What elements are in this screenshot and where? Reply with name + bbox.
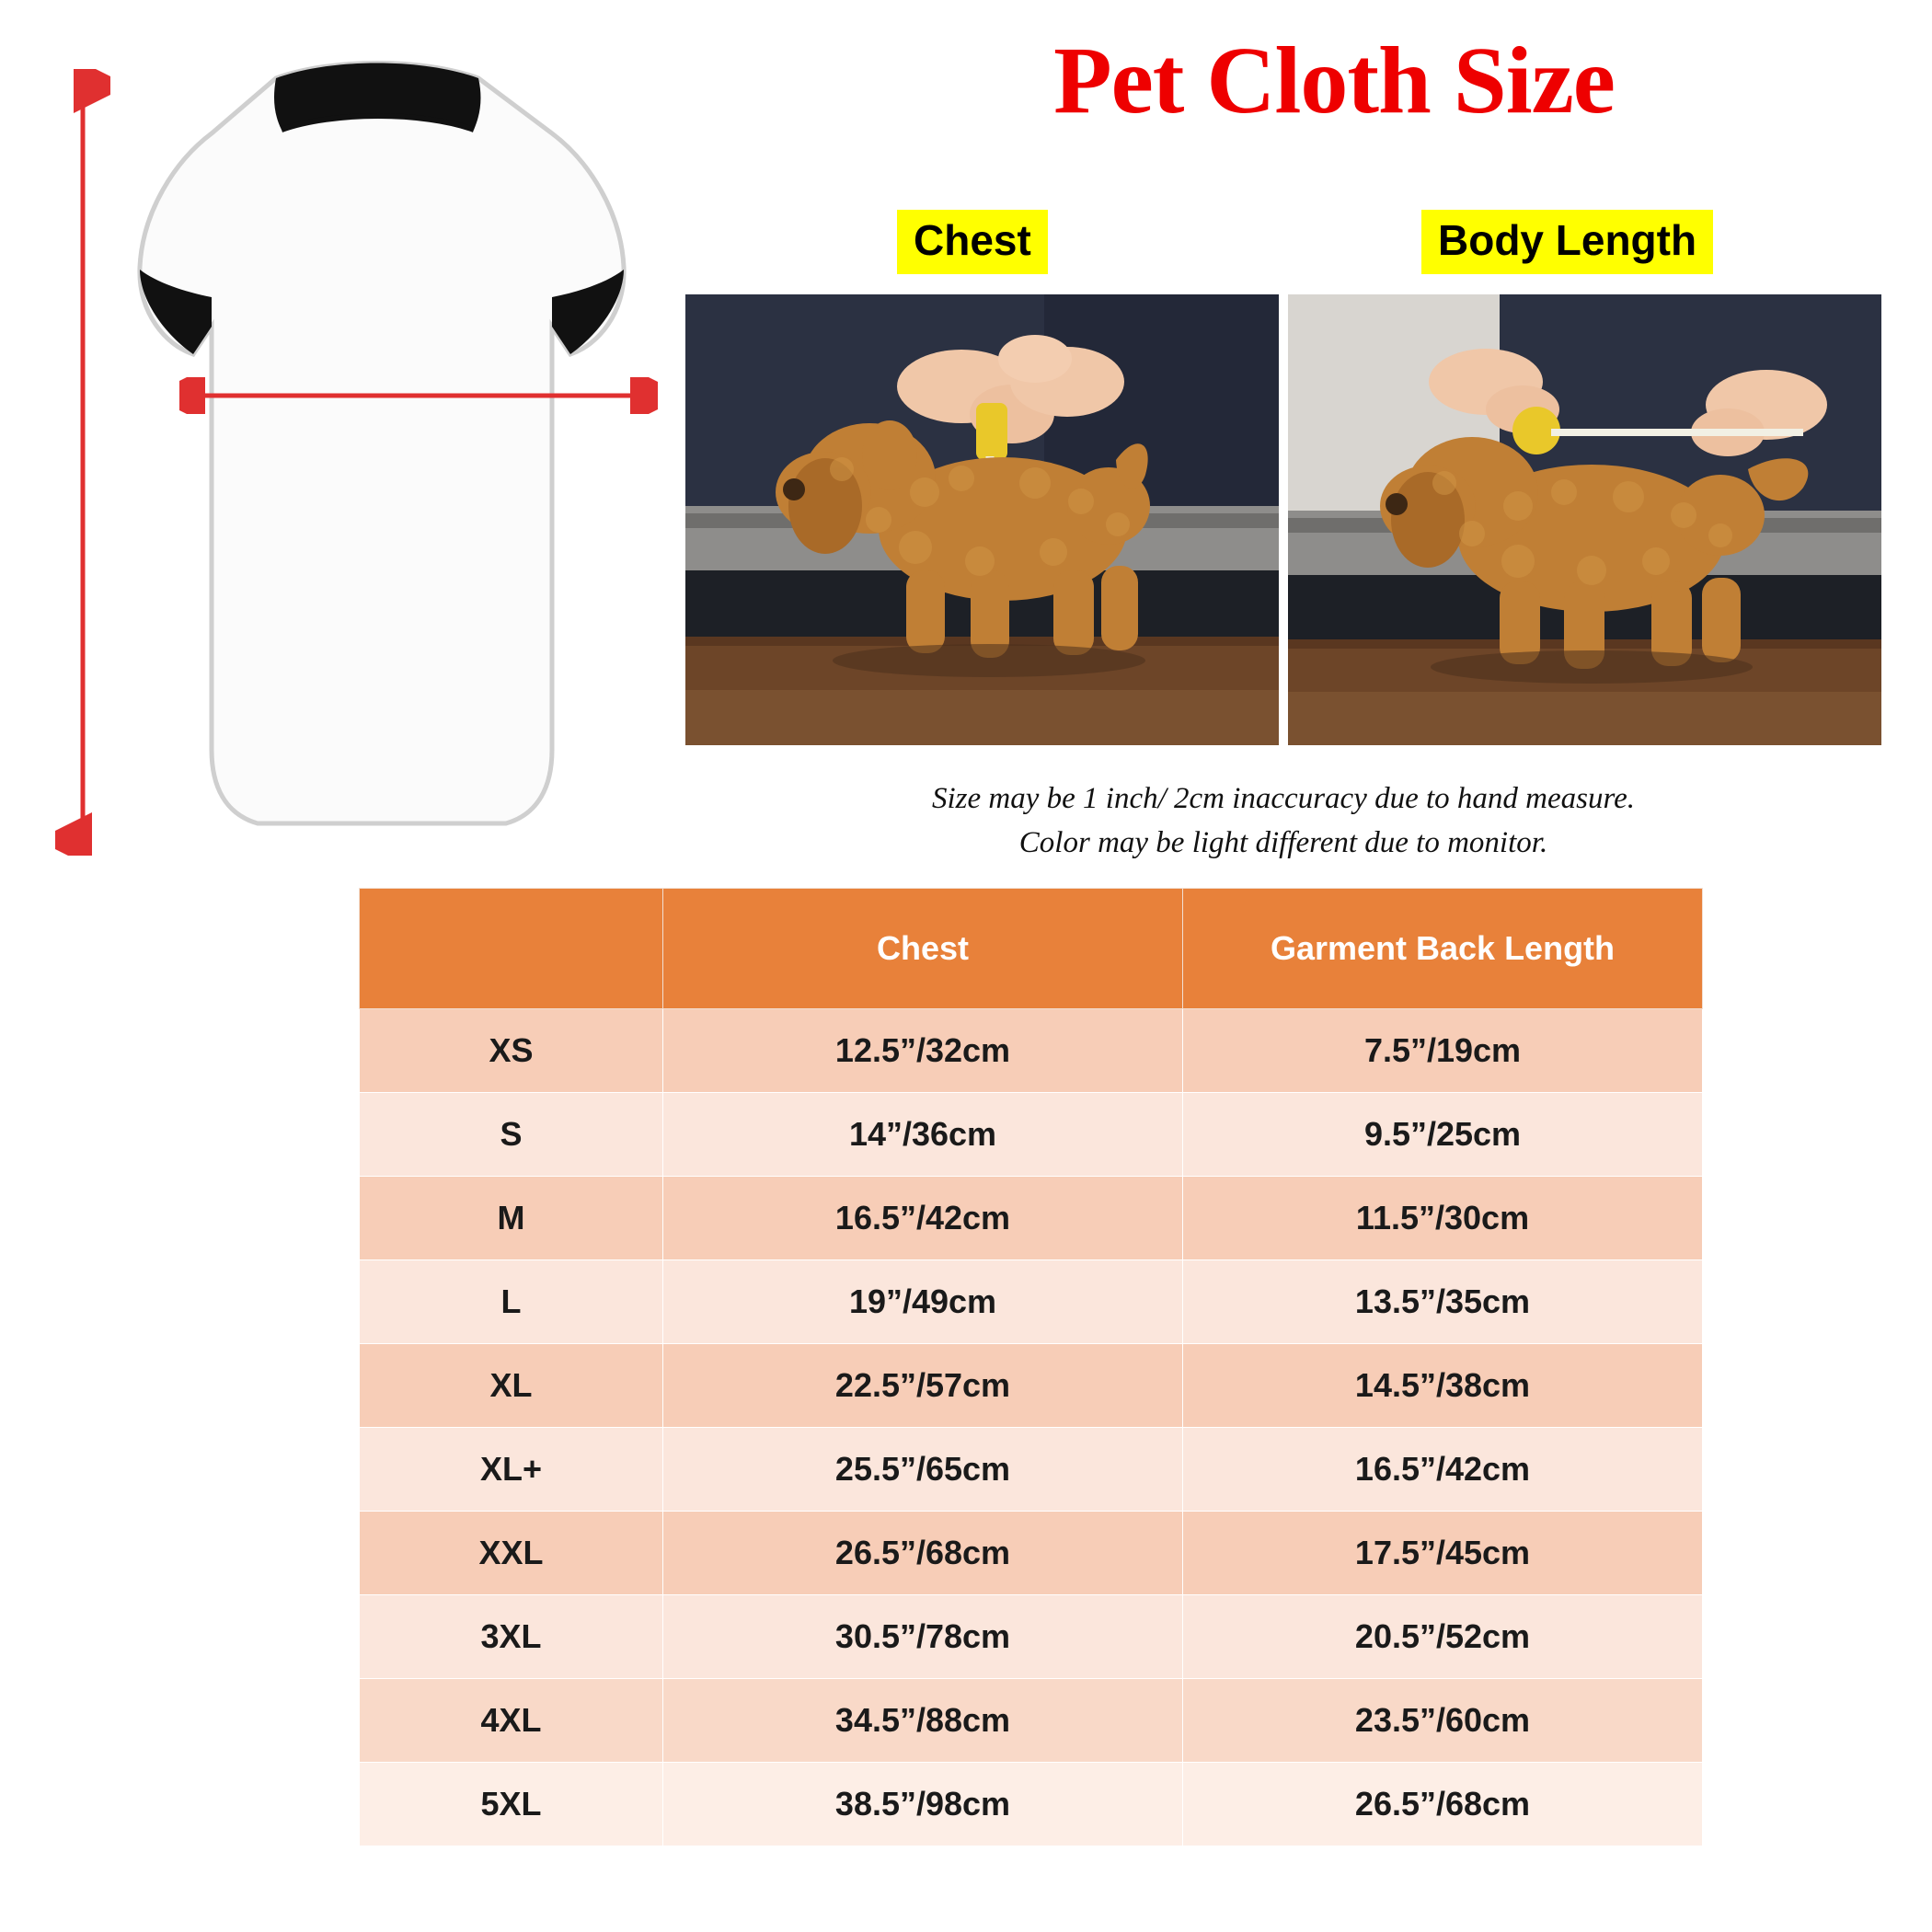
table-cell-size: XXL	[360, 1512, 663, 1595]
table-cell-back: 14.5”/38cm	[1183, 1344, 1703, 1428]
table-cell-size: XL	[360, 1344, 663, 1428]
table-row	[360, 1679, 1703, 1763]
body-length-label-chip: Body Length	[1421, 210, 1713, 274]
table-cell-size: 3XL	[360, 1595, 663, 1679]
note-line-1: Size may be 1 inch/ 2cm inaccuracy due to hand measure.	[932, 782, 1635, 815]
table-cell-back: 7.5”/19cm	[1183, 1009, 1703, 1093]
table-cell-chest: 26.5”/68cm	[663, 1512, 1183, 1595]
table-cell-back: 20.5”/52cm	[1183, 1595, 1703, 1679]
table-header-back-length: Garment Back Length	[1183, 889, 1703, 1009]
table-cell-back: 17.5”/45cm	[1183, 1512, 1703, 1595]
table-header-row	[360, 889, 1703, 1009]
table-cell-back: 23.5”/60cm	[1183, 1679, 1703, 1763]
table-header-chest: Chest	[663, 889, 1183, 1009]
body-length-measurement-photo	[1288, 294, 1881, 745]
size-table-wrapper	[359, 888, 1702, 1846]
table-cell-chest: 14”/36cm	[663, 1093, 1183, 1177]
pet-shirt-illustration	[120, 51, 644, 851]
table-cell-size: XS	[360, 1009, 663, 1093]
chest-width-arrow	[179, 377, 658, 414]
table-cell-chest: 25.5”/65cm	[663, 1428, 1183, 1512]
table-row	[360, 1344, 1703, 1428]
table-cell-size: M	[360, 1177, 663, 1260]
table-cell-back: 9.5”/25cm	[1183, 1093, 1703, 1177]
table-cell-chest: 16.5”/42cm	[663, 1177, 1183, 1260]
chest-measurement-photo	[685, 294, 1279, 745]
note-line-2: Color may be light different due to monitor.	[1018, 825, 1548, 859]
table-cell-size: 5XL	[360, 1763, 663, 1846]
table-cell-size: L	[360, 1260, 663, 1344]
garment-diagram	[55, 51, 644, 851]
chest-label-chip: Chest	[897, 210, 1048, 274]
table-cell-size: XL+	[360, 1428, 663, 1512]
table-cell-chest: 19”/49cm	[663, 1260, 1183, 1344]
table-row	[360, 1595, 1703, 1679]
table-row	[360, 1512, 1703, 1595]
table-row	[360, 1260, 1703, 1344]
table-row	[360, 1763, 1703, 1846]
table-row	[360, 1428, 1703, 1512]
size-chart-table	[359, 888, 1703, 1846]
table-cell-back: 26.5”/68cm	[1183, 1763, 1703, 1846]
page-title: Pet Cloth Size	[1053, 28, 1615, 133]
table-row	[360, 1093, 1703, 1177]
table-cell-chest: 22.5”/57cm	[663, 1344, 1183, 1428]
table-header-size	[360, 889, 663, 1009]
table-cell-chest: 12.5”/32cm	[663, 1009, 1183, 1093]
table-cell-chest: 30.5”/78cm	[663, 1595, 1183, 1679]
table-cell-chest: 38.5”/98cm	[663, 1763, 1183, 1846]
table-row	[360, 1177, 1703, 1260]
table-cell-back: 13.5”/35cm	[1183, 1260, 1703, 1344]
table-cell-back: 11.5”/30cm	[1183, 1177, 1703, 1260]
table-cell-size: 4XL	[360, 1679, 663, 1763]
table-cell-chest: 34.5”/88cm	[663, 1679, 1183, 1763]
table-cell-size: S	[360, 1093, 663, 1177]
table-cell-back: 16.5”/42cm	[1183, 1428, 1703, 1512]
table-row	[360, 1009, 1703, 1093]
body-length-arrow	[55, 69, 110, 856]
measurement-photos	[685, 294, 1881, 745]
measurement-note	[685, 777, 1881, 866]
